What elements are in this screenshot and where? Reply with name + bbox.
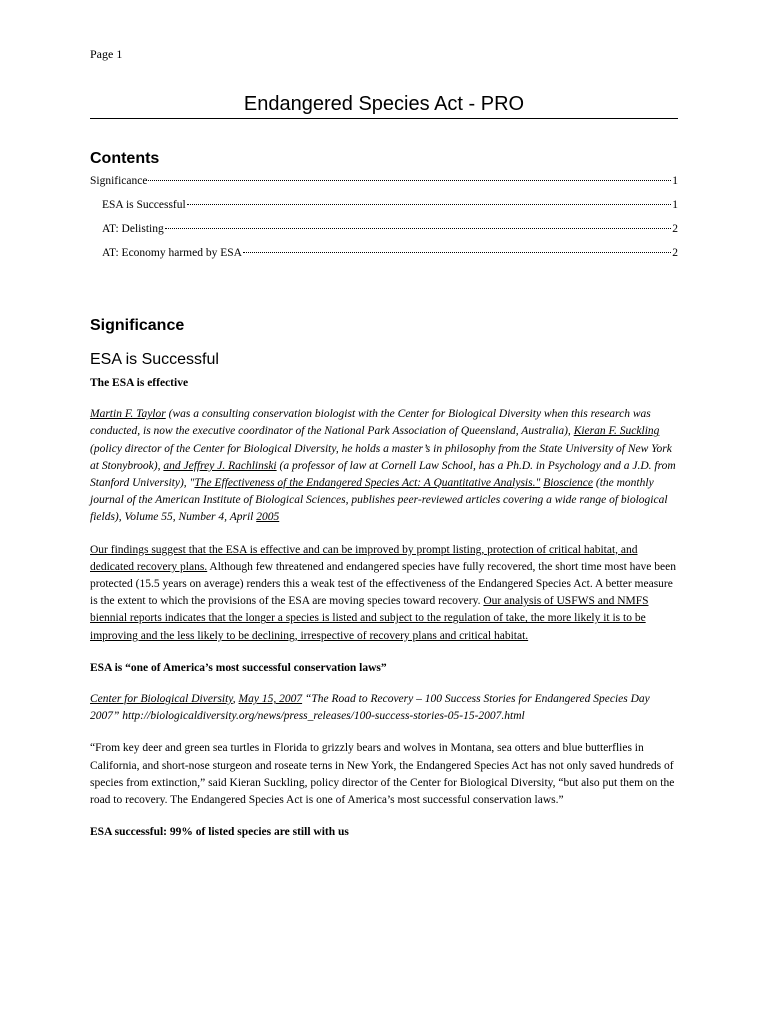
evidence-card <box>90 542 678 645</box>
citation-article-title: The Effectiveness of the Endangered Species Act: A Quantitative Analysis." <box>194 477 541 490</box>
toc-entry-page: 1 <box>672 199 678 211</box>
toc-leader <box>243 252 671 253</box>
document-body <box>90 375 678 855</box>
toc-entry-significance[interactable] <box>90 172 678 196</box>
toc-entry-esa-is-successful[interactable] <box>90 196 678 220</box>
page-number-label: Page 1 <box>90 47 123 61</box>
toc-leader <box>148 180 671 181</box>
citation-year: 2005 <box>256 511 280 524</box>
card-tag: ESA successful: 99% of listed species are still with us <box>90 826 349 839</box>
toc-entry-page: 1 <box>672 175 678 187</box>
subsection-heading: ESA is Successful <box>90 351 219 368</box>
citation-author: and Jeffrey J. Rachlinski <box>163 459 277 472</box>
citation-author: Kieran F. Suckling <box>573 425 660 438</box>
evidence-card: “From key deer and green sea turtles in Florida to grizzly bears and wolves in Montana, sea otters and blue butterflies in California, and short-nose sturgeon and roseate terns in New York, the Endangered Species Act has not only saved hundreds of species from extinction,” said Kieran Suckling, policy director of the Center for Biological Diversity, “but also put them on the road to recovery. The Endangered Species Act is one of America’s most successful conservation laws.” <box>90 742 675 807</box>
toc-leader <box>187 204 672 205</box>
toc-leader <box>165 228 672 229</box>
toc-entry-label: Significance <box>90 175 148 187</box>
citation-text: , <box>232 693 239 706</box>
toc-entry-label: AT: Delisting <box>102 223 164 235</box>
contents-heading: Contents <box>90 150 160 167</box>
table-of-contents <box>90 172 678 268</box>
toc-entry-label: AT: Economy harmed by ESA <box>102 247 242 259</box>
document-title: Endangered Species Act - PRO <box>243 93 525 115</box>
citation-author: Martin F. Taylor <box>90 408 166 421</box>
toc-entry-label: ESA is Successful <box>102 199 186 211</box>
toc-entry-page: 2 <box>672 247 678 259</box>
underlined-evidence: Our analysis of USFWS and NMFS biennial reports indicates that the longer a species is listed and subject to the regulation of take, the more likely it is to be improving and the less likely to be declining, irrespective of recovery plans and critical habitat. <box>90 595 649 642</box>
underlined-evidence: Our findings suggest that the ESA is effective and can be improved by prompt listing, protection of critical habitat, and dedicated recovery plans. <box>90 543 638 573</box>
citation-text: “The Road to Recovery – 100 Success Stories for Endangered Species Day 2007” http://biologicaldiversity.org/news/press_releases/100-success-stories-05-15-2007.html <box>90 693 650 723</box>
citation-journal: Bioscience <box>543 477 593 490</box>
citation <box>90 406 678 526</box>
citation-text: (a professor of law at Cornell Law School, has a Ph.D. in Psychology and a J.D. from Stanford University), " <box>90 459 676 490</box>
citation-org: Center for Biological Diversity <box>90 693 233 706</box>
evidence-text: Although few threatened and endangered species have fully recovered, the short time most have been protected (15.5 years on average) renders this a weak test of the effectiveness of the Endangered Species Act. A better measure is the extent to which the provisions of the ESA are moving species toward recovery. <box>90 560 676 608</box>
card-tag: The ESA is effective <box>90 377 189 389</box>
toc-entry-page: 2 <box>672 223 678 235</box>
citation-text: (was a consulting conservation biologist with the Center for Biological Diversity when this research was conducted, is now the executive coordinator of the National Park Association of Queensland, Australia), <box>90 408 651 438</box>
citation <box>90 691 678 725</box>
section-heading: Significance <box>90 317 185 334</box>
toc-entry-at-economy[interactable] <box>90 244 678 268</box>
title-divider <box>90 118 678 119</box>
citation-text: (policy director of the Center for Biological Diversity, he holds a master’s in philosophy from the State University of New York at Stonybrook), <box>90 442 672 472</box>
citation-date: May 15, 2007 <box>238 693 303 706</box>
citation-text: (the monthly journal of the American Institute of Biological Sciences, publishes peer-reviewed articles covering a wide range of biological fields), Volume 55, Number 4, April <box>90 477 668 524</box>
toc-entry-at-delisting[interactable] <box>90 220 678 244</box>
card-tag: ESA is “one of America’s most successful conservation laws” <box>90 661 387 674</box>
